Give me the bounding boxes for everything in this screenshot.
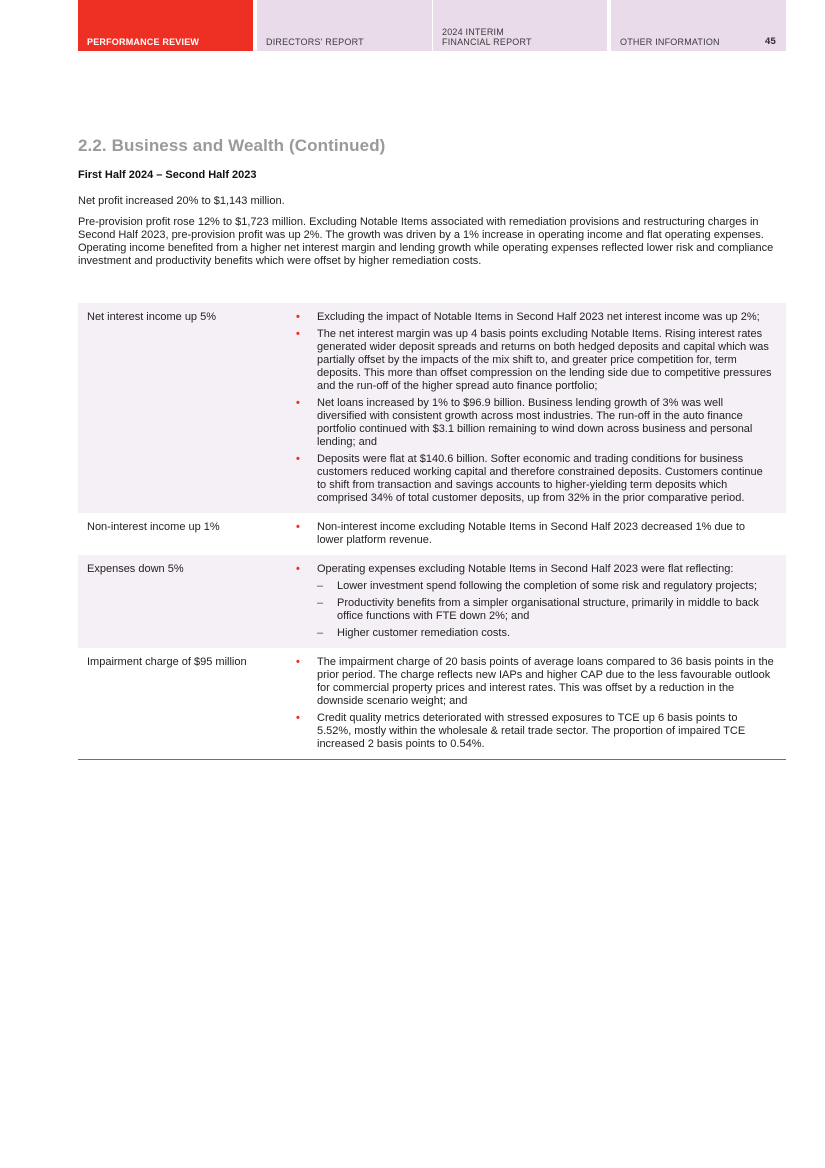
intro-paragraph-pre-provision: Pre-provision profit rose 12% to $1,723 million. Excluding Notable Items associated with remediation provisions and restructuring charges in Second Half 2023, pre-provision profit was up 2%. The growth was driven by a 1% increase in operating income and flat operating expenses. Operating income benefited from a higher net interest margin and lending growth while operating expenses reflected lower risk and compliance investment and productivity benefits which were offset by higher remediation costs. (78, 216, 774, 267)
tab-label: PERFORMANCE REVIEW (87, 37, 200, 47)
row-label: Impairment charge of $95 million (87, 656, 247, 668)
bullet-icon: • (296, 453, 300, 465)
tab-label-line2: FINANCIAL REPORT (442, 37, 532, 47)
sub-list-item: – Higher customer remediation costs. (317, 627, 511, 639)
tab-other-information[interactable] (611, 0, 786, 51)
table-row (78, 555, 786, 648)
sub-list-item: – Lower investment spend following the completion of some risk and regulatory projects; (317, 580, 758, 592)
table-row (78, 513, 786, 555)
row-content (292, 563, 786, 640)
dash-icon: – (317, 627, 324, 639)
list-item: • Deposits were flat at $140.6 billion. Softer economic and trading conditions for business customers reduced working capital and therefore constrained deposits. Customers continue to shift from transaction and savings accounts to higher-yielding term deposits which comprised 34% of total customer deposits, up from 32% in the prior comparative period. (296, 453, 763, 504)
tab-interim-financial-report[interactable] (433, 0, 607, 51)
tab-label: DIRECTORS' REPORT (266, 37, 364, 47)
table-row (78, 648, 786, 760)
bullet-icon: • (296, 712, 300, 724)
table-row (78, 303, 786, 513)
bullet-icon: • (296, 563, 300, 575)
bullet-icon: • (296, 328, 300, 340)
bullet-icon: • (296, 311, 300, 323)
tab-label-line1: 2024 INTERIM (442, 27, 504, 37)
dash-icon: – (317, 597, 324, 609)
list-item: • Non-interest income excluding Notable Items in Second Half 2023 decreased 1% due to lower platform revenue. (296, 521, 746, 546)
intro-text (78, 195, 778, 276)
row-label: Net interest income up 5% (87, 311, 217, 323)
row-label: Non-interest income up 1% (87, 521, 220, 533)
list-item: • Excluding the impact of Notable Items in Second Half 2023 net interest income was up 2%; (296, 311, 760, 323)
tab-performance-review[interactable] (78, 0, 253, 51)
list-item: • Net loans increased by 1% to $96.9 billion. Business lending growth of 3% was well diversified with consistent growth across most industries. The run-off in the auto finance portfolio continued with $3.1 billion remaining to wind down across business and personal lending; and (296, 397, 753, 448)
bullet-icon: • (296, 397, 300, 409)
section-title: 2.2. Business and Wealth (Continued) (78, 136, 386, 155)
tab-label: OTHER INFORMATION (620, 37, 720, 47)
page-number: 45 (765, 36, 776, 47)
bullet-icon: • (296, 521, 300, 533)
intro-paragraph-net-profit: Net profit increased 20% to $1,143 million. (78, 195, 285, 207)
results-table (78, 303, 786, 760)
sub-list-item: – Productivity benefits from a simpler organisational structure, primarily in middle to back office functions with FTE down 2%; and (317, 597, 759, 622)
tab-directors-report[interactable] (257, 0, 432, 51)
list-item: • The net interest margin was up 4 basis points excluding Notable Items. Rising interest rates generated wider deposit spreads and returns on both hedged deposits and capital which was partially offset by the impacts of the mix shift to, and greater price competition for, term deposits. This more than offset compression on the lending side due to competitive pressures and the run-off of the higher spread auto finance portfolio; (296, 328, 772, 392)
bullet-icon: • (296, 656, 300, 668)
row-content (292, 521, 786, 547)
period-subheading: First Half 2024 – Second Half 2023 (78, 169, 257, 181)
list-item: • Credit quality metrics deteriorated with stressed exposures to TCE up 6 basis points to 5.52%, mostly within the wholesale & retail trade sector. The proportion of impaired TCE increased 2 basis points to 0.54%. (296, 712, 746, 750)
row-content (292, 656, 786, 751)
list-item: • The impairment charge of 20 basis points of average loans compared to 36 basis points in the prior period. The charge reflects new IAPs and higher CAP due to the less favourable outlook for commercial property prices and interest rates. This was offset by a reduction in the downside scenario weight; and (296, 656, 774, 707)
list-item: • Operating expenses excluding Notable Items in Second Half 2023 were flat reflecting: (296, 563, 734, 575)
row-label: Expenses down 5% (87, 563, 184, 575)
section-navigation (78, 0, 786, 51)
row-content (292, 311, 786, 505)
dash-icon: – (317, 580, 324, 592)
